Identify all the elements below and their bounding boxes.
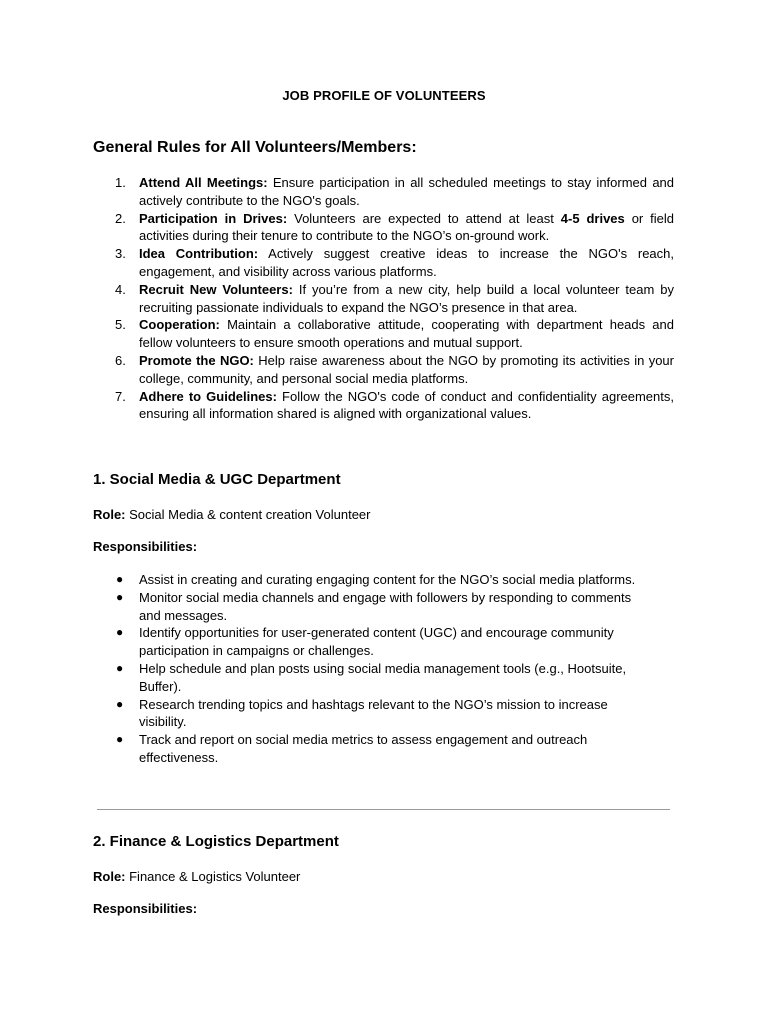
rule-number: 5. [115,317,126,333]
bullet-icon: ● [116,625,124,640]
rule-item [93,281,674,317]
rule-number: 2. [115,210,126,226]
document-title: JOB PROFILE OF VOLUNTEERS [282,88,486,103]
rule-label: Cooperation: [139,317,220,333]
rule-item [93,245,674,281]
role-value: Social Media & content creation Volunteer [125,507,371,522]
list-item [93,571,653,589]
general-rules-heading: General Rules for All Volunteers/Members: [93,139,417,156]
rule-label: Idea Contribution: [139,246,259,262]
rule-item [93,388,674,424]
rule-text: Actively suggest creative ideas to increase the NGO's reach, engagement, and visibility across various platforms. [139,246,674,279]
bullet-icon: ● [116,589,124,604]
list-item-text: Assist in creating and curating engaging content for the NGO’s social media platforms. [139,572,636,587]
list-item [93,589,653,625]
rule-item [93,174,674,210]
list-item [93,624,653,660]
rule-emphasis: 4-5 drives [560,210,625,226]
role-value: Finance & Logistics Volunteer [125,869,301,884]
responsibilities-list-social-media [93,571,653,767]
role-label: Role: [93,507,126,522]
list-item [93,660,653,696]
rule-number: 1. [115,175,126,190]
rule-number: 6. [115,352,126,368]
general-rules-list [93,174,674,423]
rule-item [93,352,674,388]
list-item [93,696,653,732]
role-label: Role: [93,869,126,884]
rule-label: Participation in Drives: [139,210,288,226]
bullet-icon: ● [116,660,124,675]
rule-number: 7. [115,388,126,404]
rule-text: Maintain a collaborative attitude, cooperating with department heads and fellow volunteers to ensure smooth operations and mutual support. [139,317,674,351]
rule-number: 3. [115,246,126,262]
responsibilities-heading-social-media: Responsibilities: [93,539,198,554]
rule-label: Adhere to Guidelines: [139,388,277,404]
rule-number: 4. [115,281,126,297]
rule-label: Promote the NGO: [139,352,254,368]
bullet-icon: ● [116,732,124,747]
role-line-finance [93,869,300,884]
department-heading-social-media: 1. Social Media & UGC Department [93,471,341,488]
rule-label: Attend All Meetings: [139,175,268,190]
rule-item [93,210,674,246]
rule-text: If you’re from a new city, help build a local volunteer team by recruiting passionate individuals to expand the NGO’s presence in that area. [139,281,674,315]
section-divider [97,809,670,810]
rule-text: Ensure participation in all scheduled meetings to stay informed and actively contribute to the NGO's goals. [139,175,675,208]
bullet-icon: ● [116,696,124,711]
rule-text: or field activities during their tenure to contribute to the NGO’s on-ground work. [139,210,675,244]
bullet-icon: ● [116,572,124,586]
list-item-text: Help schedule and plan posts using social media management tools (e.g., Hootsuite, Buffer). [139,660,627,694]
responsibilities-heading-finance: Responsibilities: [93,901,198,916]
rule-item [93,316,674,352]
rule-text: Help raise awareness about the NGO by promoting its activities in your college, community, and personal social media platforms. [139,352,674,386]
department-heading-finance: 2. Finance & Logistics Department [93,833,339,850]
rule-text: Follow the NGO's code of conduct and confidentiality agreements, ensuring all information shared is aligned with organizational values. [139,388,674,422]
rule-label: Recruit New Volunteers: [139,281,293,297]
rule-text: Volunteers are expected to attend at least [287,210,561,226]
list-item-text: Track and report on social media metrics to assess engagement and outreach effectiveness. [139,732,588,765]
role-line-social-media [93,507,370,522]
list-item-text: Identify opportunities for user-generated content (UGC) and encourage community participation in campaigns or challenges. [139,625,614,659]
list-item-text: Monitor social media channels and engage with followers by responding to comments and messages. [139,589,632,623]
list-item-text: Research trending topics and hashtags relevant to the NGO’s mission to increase visibility. [139,696,608,730]
list-item [93,731,653,767]
